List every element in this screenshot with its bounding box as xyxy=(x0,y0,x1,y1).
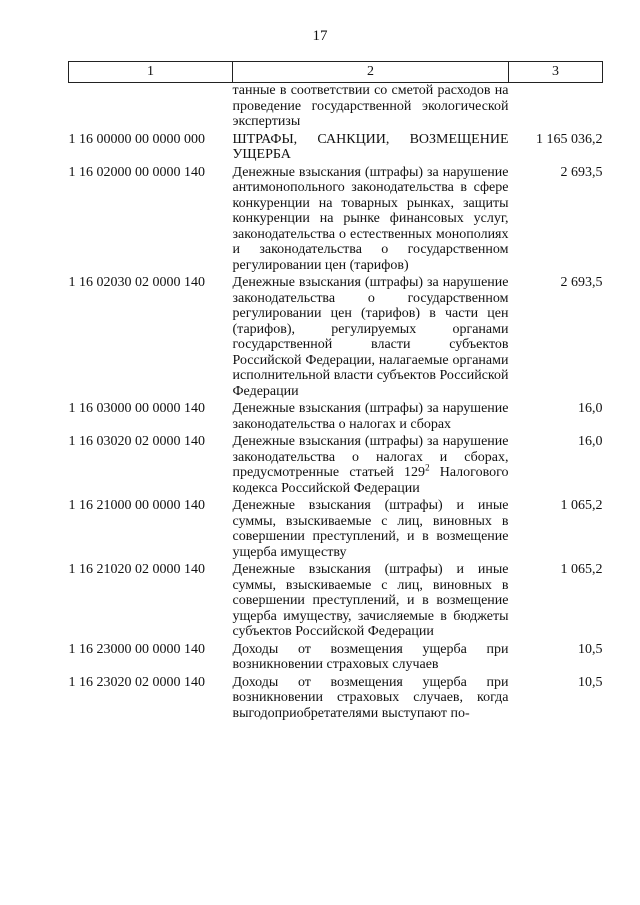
row-amount: 1 165 036,2 xyxy=(536,131,603,147)
table-row xyxy=(69,130,603,163)
row-description: Доходы от возмещения ущерба при возникновении страховых случаев, когда выгодоприобретателями выступают по- xyxy=(232,674,509,721)
row-amount: 1 065,2 xyxy=(560,498,603,513)
row-description: Денежные взыскания (штрафы) за нарушение антимонопольного законодательства в сфере конкуренции на товарных рынках, защиты конкуренции на рынке финансовых услуг, законодательства о естественных монополиях и законодательства о государственном регулировании цен (тарифов) xyxy=(232,164,509,273)
table-row xyxy=(69,432,603,496)
row-code: 1 16 00000 00 0000 000 xyxy=(68,131,205,147)
row-amount: 1 065,2 xyxy=(560,562,603,577)
row-amount: 16,0 xyxy=(578,401,603,416)
column-header-1: 1 xyxy=(69,62,233,83)
row-code: 1 16 21020 02 0000 140 xyxy=(68,562,205,577)
row-description xyxy=(233,432,509,496)
row-description-part: Налогового кодекса Российской Федерации xyxy=(232,465,509,496)
row-amount: 10,5 xyxy=(578,641,603,657)
article-superscript: 2 xyxy=(425,462,430,473)
row-amount: 16,0 xyxy=(578,434,603,449)
row-description: ШТРАФЫ, САНКЦИИ, ВОЗМЕЩЕНИЕ УЩЕРБА xyxy=(232,131,509,162)
row-description: Денежные взыскания (штрафы) и иные суммы, взыскиваемые с лиц, виновных в совершении преступлений, и в возмещение ущерба имуществу, зачисляемые в бюджеты субъектов Российской Федерации xyxy=(232,562,509,639)
table-row xyxy=(69,83,603,130)
row-code xyxy=(69,83,233,130)
row-description: Денежные взыскания (штрафы) за нарушение законодательства о государственном регулировании цен (тарифов) в части цен (тарифов), регулируемых органами государственной власти субъектов Российской Федерации, налагаемые органами исполнительной власти субъектов Российской Федерации xyxy=(232,275,509,399)
table-row xyxy=(69,163,603,274)
table-row xyxy=(69,673,603,722)
row-code: 1 16 02000 00 0000 140 xyxy=(68,164,205,180)
column-header-2: 2 xyxy=(233,62,509,83)
row-amount xyxy=(509,83,603,130)
budget-revenue-table xyxy=(68,61,603,721)
table-row xyxy=(69,496,603,560)
row-code: 1 16 03000 00 0000 140 xyxy=(68,401,205,416)
row-amount: 2 693,5 xyxy=(560,164,603,180)
row-description: Денежные взыскания (штрафы) за нарушение законодательства о налогах и сборах xyxy=(232,401,509,432)
table-row xyxy=(69,273,603,399)
row-description-part: Денежные взыскания (штрафы) за нарушение законодательства о налогах и сборах, предусмотренные статьей 129 xyxy=(232,434,509,480)
row-amount: 2 693,5 xyxy=(560,275,603,290)
page-number: 17 xyxy=(312,28,328,44)
row-code: 1 16 02030 02 0000 140 xyxy=(68,275,205,290)
column-header-3: 3 xyxy=(509,62,603,83)
row-description: Доходы от возмещения ущерба при возникновении страховых случаев xyxy=(232,641,509,672)
row-code: 1 16 21000 00 0000 140 xyxy=(68,498,205,513)
row-amount: 10,5 xyxy=(578,674,603,690)
row-description: Денежные взыскания (штрафы) и иные суммы, взыскиваемые с лиц, виновных в совершении преступлений, и в возмещение ущерба имуществу xyxy=(232,498,509,560)
row-description: танные в соответствии со сметой расходов на проведение государственной экологической экспертизы xyxy=(232,83,509,129)
table-row xyxy=(69,560,603,640)
table-row xyxy=(69,640,603,673)
row-code: 1 16 23020 02 0000 140 xyxy=(68,674,205,690)
row-code: 1 16 03020 02 0000 140 xyxy=(68,434,205,449)
row-code: 1 16 23000 00 0000 140 xyxy=(68,641,205,657)
table-row xyxy=(69,399,603,432)
table-header-row xyxy=(69,62,603,83)
